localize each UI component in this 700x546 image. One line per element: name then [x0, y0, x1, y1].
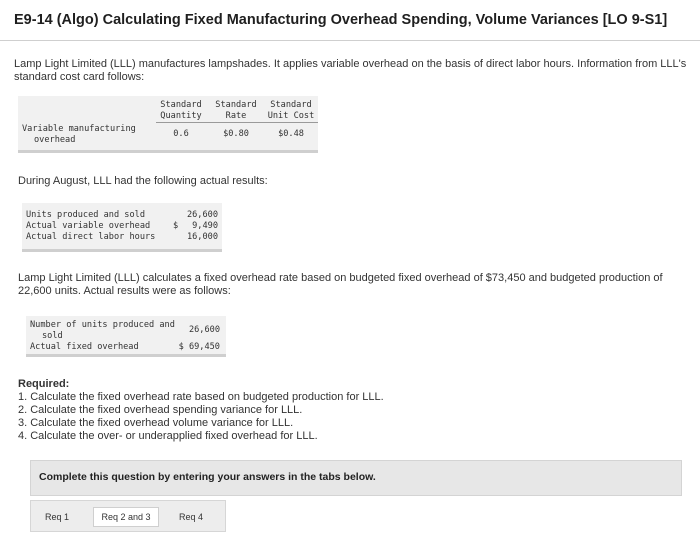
august-intro-text: During August, LLL had the following actual results: [18, 175, 268, 187]
actual-row-value: 16,000 [186, 232, 218, 242]
tab-req-4[interactable]: Req 4 [178, 512, 204, 522]
row-label-line: overhead [34, 135, 76, 145]
actual-row-label: Actual variable overhead [26, 221, 151, 231]
header-line: Rate [225, 111, 247, 121]
fixed-row-label-line: sold [42, 331, 63, 341]
row-label-line: Variable manufacturing [22, 124, 136, 134]
actual-row-label: Actual direct labor hours [26, 232, 156, 242]
fixed-row-units-label [30, 320, 180, 342]
header-line: Standard [215, 100, 257, 110]
fixed-row-overhead-label: Actual fixed overhead [30, 342, 139, 352]
cell-unit-cost: $0.48 [278, 129, 304, 139]
table-bottom-bar [18, 150, 318, 153]
actual-row-label: Units produced and sold [26, 210, 145, 220]
actual-results-values [180, 210, 218, 243]
title-divider [0, 40, 700, 41]
intro-text: Lamp Light Limited (LLL) manufactures lampshades. It applies variable overhead on the basis of direct labor hours. Information from LLL's standard cost card follows: [14, 58, 687, 83]
header-underline [156, 122, 318, 123]
page-title: E9-14 (Algo) Calculating Fixed Manufacturing Overhead Spending, Volume Variances [LO 9-S1] [14, 12, 668, 28]
instructions-banner [30, 460, 682, 496]
instructions-text: Complete this question by entering your answers in the tabs below. [39, 471, 376, 483]
fixed-row-label-line: Number of units produced and [30, 320, 175, 330]
answer-tabs [30, 500, 226, 532]
cell-rate: $0.80 [223, 129, 249, 139]
required-item: 1. Calculate the fixed overhead rate based on budgeted production for LLL. [18, 391, 384, 403]
fixed-row-overhead-value: $ 69,450 [178, 342, 220, 352]
tab-req-2-and-3[interactable]: Req 2 and 3 [93, 507, 159, 527]
required-heading: Required: [18, 378, 70, 390]
fixed-overhead-intro-text: Lamp Light Limited (LLL) calculates a fixed overhead rate based on budgeted fixed overhead of $73,450 and budgeted production of 22,600 units. Actual results were as follows: [18, 272, 663, 297]
header-standard-quantity [156, 100, 206, 122]
tab-req-1[interactable]: Req 1 [44, 512, 70, 522]
actual-table-bottom-bar [22, 249, 222, 252]
header-standard-rate [212, 100, 260, 122]
required-item: 2. Calculate the fixed overhead spending variance for LLL. [18, 404, 303, 416]
header-line: Standard [270, 100, 312, 110]
required-section [18, 378, 694, 443]
actual-row-value: 26,600 [186, 210, 218, 220]
actual-results-labels [26, 210, 176, 243]
header-standard-unit-cost [264, 100, 318, 122]
row-label-variable-overhead [22, 124, 152, 146]
required-item: 3. Calculate the fixed overhead volume variance for LLL. [18, 417, 294, 429]
cell-quantity: 0.6 [173, 129, 189, 139]
actual-row-value: 9,490 [192, 221, 218, 231]
required-item: 4. Calculate the over- or underapplied fixed overhead for LLL. [18, 430, 318, 442]
actual-row-prefix: $ [173, 221, 179, 231]
header-line: Standard [160, 100, 202, 110]
header-line: Unit Cost [267, 111, 315, 121]
fixed-table-bottom-bar [26, 354, 226, 357]
fixed-row-units-value: 26,600 [188, 325, 220, 335]
header-line: Quantity [160, 111, 202, 121]
